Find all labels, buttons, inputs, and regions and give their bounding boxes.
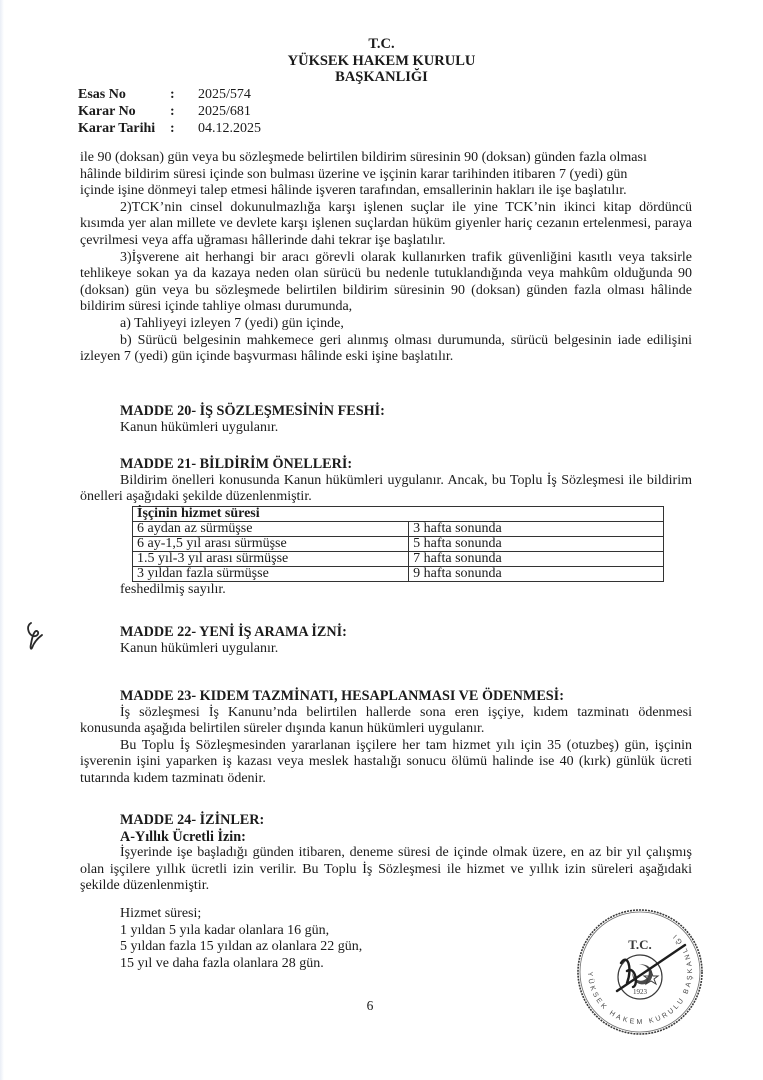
table-cell-notice: 9 hafta sonunda bbox=[409, 566, 664, 581]
article-23-title: MADDE 23- KIDEM TAZMİNATI, HESAPLANMASI VE ÖDENMESİ: bbox=[120, 688, 564, 704]
official-seal-icon bbox=[573, 905, 708, 1040]
paragraph-line: içinde işine dönmeyi talep etmesi hâlinde işveren tarafından, emsallerinin hakları ile işe başlatılır. bbox=[80, 183, 627, 199]
seal-ring-text: YÜKSEK HAKEM KURULU BAŞKANLIĞI bbox=[585, 931, 695, 1027]
seal-top-text: T.C. bbox=[628, 937, 652, 952]
article-21-title: MADDE 21- BİLDİRİM ÖNELLERİ: bbox=[120, 456, 353, 472]
meta-row-esas bbox=[78, 86, 261, 103]
article-20 bbox=[80, 403, 692, 436]
article-20-text: Kanun hükümleri uygulanır. bbox=[120, 419, 279, 435]
handwritten-initial-icon bbox=[22, 620, 46, 652]
article-24-title: MADDE 24- İZİNLER: bbox=[120, 812, 265, 828]
meta-row-karar bbox=[78, 103, 261, 120]
paragraph-item-3: 3)İşverene ait herhangi bir aracı görevli olarak kullanırken trafik güvenliğini kasıtlı veya taksirle tehlikeye sokan ya da kazaya neden olan sürücü bu nedenle tutuklandığında veya mahkûm olduğunda 90 (doksan) gün veya bu sözleşmede belirtilen bildirim süresinin 90 (doksan) günden fazla olması hâlinde bildirim süresi içinde tahliye olması durumunda, bbox=[80, 249, 692, 315]
meta-key: Karar No bbox=[78, 104, 136, 119]
meta-value: 2025/574 bbox=[198, 87, 251, 102]
meta-colon: : bbox=[170, 104, 175, 119]
table-cell-period: 1.5 yıl-3 yıl arası sürmüşse bbox=[133, 551, 409, 566]
leave-list-item: 15 yıl ve daha fazla olanlara 28 gün. bbox=[120, 955, 324, 971]
article-21-text: Bildirim önelleri konusunda Kanun hükümleri uygulanır. Ancak, bu Toplu İş Sözleşmesi ile bildirim önelleri aşağıdaki şekilde düzenlenmiştir. bbox=[80, 472, 692, 505]
notice-period-table bbox=[132, 506, 664, 582]
seal-year: 1923 bbox=[633, 988, 647, 996]
header-institution: YÜKSEK HAKEM KURULU bbox=[287, 52, 476, 69]
meta-value: 2025/681 bbox=[198, 104, 251, 119]
document-header bbox=[0, 36, 763, 86]
table-cell-period: 6 aydan az sürmüşse bbox=[133, 521, 409, 536]
meta-key: Esas No bbox=[78, 87, 126, 102]
article-21-after-table: feshedilmiş sayılır. bbox=[120, 581, 226, 597]
case-metadata bbox=[78, 86, 261, 137]
article-24-subtitle: A-Yıllık Ücretli İzin: bbox=[120, 828, 246, 845]
paragraph-item-3b: b) Sürücü belgesinin mahkemece geri alınmış olması durumunda, sürücü belgesinin iade edilişini izleyen 7 (yedi) gün içinde başvurması hâlinde eski işine başlatılır. bbox=[80, 332, 692, 365]
table-row bbox=[133, 551, 664, 566]
article-21 bbox=[80, 456, 692, 598]
table-cell-notice: 3 hafta sonunda bbox=[409, 521, 664, 536]
table-row bbox=[133, 536, 664, 551]
intro-section bbox=[80, 150, 692, 366]
meta-colon: : bbox=[170, 121, 175, 136]
meta-row-tarih bbox=[78, 120, 261, 137]
table-row bbox=[133, 566, 664, 581]
meta-colon: : bbox=[170, 87, 175, 102]
meta-key: Karar Tarihi bbox=[78, 121, 156, 136]
table-cell-notice: 7 hafta sonunda bbox=[409, 551, 664, 566]
table-cell-notice: 5 hafta sonunda bbox=[409, 536, 664, 551]
article-23-p2: Bu Toplu İş Sözleşmesinden yararlanan işçilere her tam hizmet yılı için 35 (otuzbeş) gün, işçinin işverenin işini yaparken iş kazası veya meslek hastalığı sonucu ölümü halinde ise 40 (kırk) günlük ücreti tutarında kıdem tazminatı ödenir. bbox=[80, 737, 692, 786]
header-presidency: BAŞKANLIĞI bbox=[335, 69, 428, 85]
table-row bbox=[133, 521, 664, 536]
leave-list-intro: Hizmet süresi; bbox=[120, 906, 202, 921]
leave-list-item: 1 yıldan 5 yıla kadar olanlara 16 gün, bbox=[120, 922, 330, 938]
article-24 bbox=[80, 812, 692, 895]
article-22-text: Kanun hükümleri uygulanır. bbox=[120, 640, 279, 656]
paragraph-item-2: 2)TCK’nin cinsel dokunulmazlığa karşı işlenen suçlar ile yine TCK’nin ikinci kitap dördüncü kısımda yer alan millete ve devlete karşı işlenen suçlardan hüküm giyenler hariç cezanın ertelenmesi, paraya çevrilmesi veya affa uğraması hâllerinde dahi tekrar işe başlatılır. bbox=[80, 199, 692, 248]
table-header-row bbox=[133, 506, 664, 521]
leave-list bbox=[120, 906, 520, 972]
article-23 bbox=[80, 688, 692, 788]
meta-value: 04.12.2025 bbox=[198, 121, 261, 136]
paragraph-line: ile 90 (doksan) gün veya bu sözleşmede belirtilen bildirim süresinin 90 (doksan) günden fazla olması bbox=[80, 150, 647, 165]
article-22 bbox=[80, 624, 692, 657]
paragraph-item-3a: a) Tahliyeyi izleyen 7 (yedi) gün içinde, bbox=[120, 315, 344, 331]
table-header-cell: İşçinin hizmet süresi bbox=[133, 506, 664, 521]
table-cell-period: 6 ay-1,5 yıl arası sürmüşse bbox=[133, 536, 409, 551]
article-23-p1: İş sözleşmesi İş Kanunu’nda belirtilen hallerde sona eren işçiye, kıdem tazminatı ödenmesi konusunda aşağıda belirtilen süreler dışında kanun hükümleri uygulanır. bbox=[80, 704, 692, 737]
article-22-title: MADDE 22- YENİ İŞ ARAMA İZNİ: bbox=[120, 624, 347, 640]
scan-edge bbox=[0, 0, 4, 1080]
page-number: 6 bbox=[366, 998, 374, 1013]
leave-list-item: 5 yıldan fazla 15 yıldan az olanlara 22 gün, bbox=[120, 939, 363, 955]
header-tc: T.C. bbox=[368, 36, 395, 52]
table-cell-period: 3 yıldan fazla sürmüşse bbox=[133, 566, 409, 581]
article-24-p1: İşyerinde işe başladığı günden itibaren, deneme süresi de içinde olmak üzere, en az bir yıl çalışmış olan işçilere yıllık ücretli izin verilir. Bu Toplu İş Sözleşmesi ile hizmet ve yıllık izin süreleri aşağıdaki şekilde düzenlenmiştir. bbox=[80, 845, 692, 894]
article-20-title: MADDE 20- İŞ SÖZLEŞMESİNİN FESHİ: bbox=[120, 403, 385, 419]
paragraph-line: hâlinde bildirim süresi içinde son bulması üzerine ve işçinin karar tarihinden itibaren 7 (yedi) gün bbox=[80, 166, 628, 182]
